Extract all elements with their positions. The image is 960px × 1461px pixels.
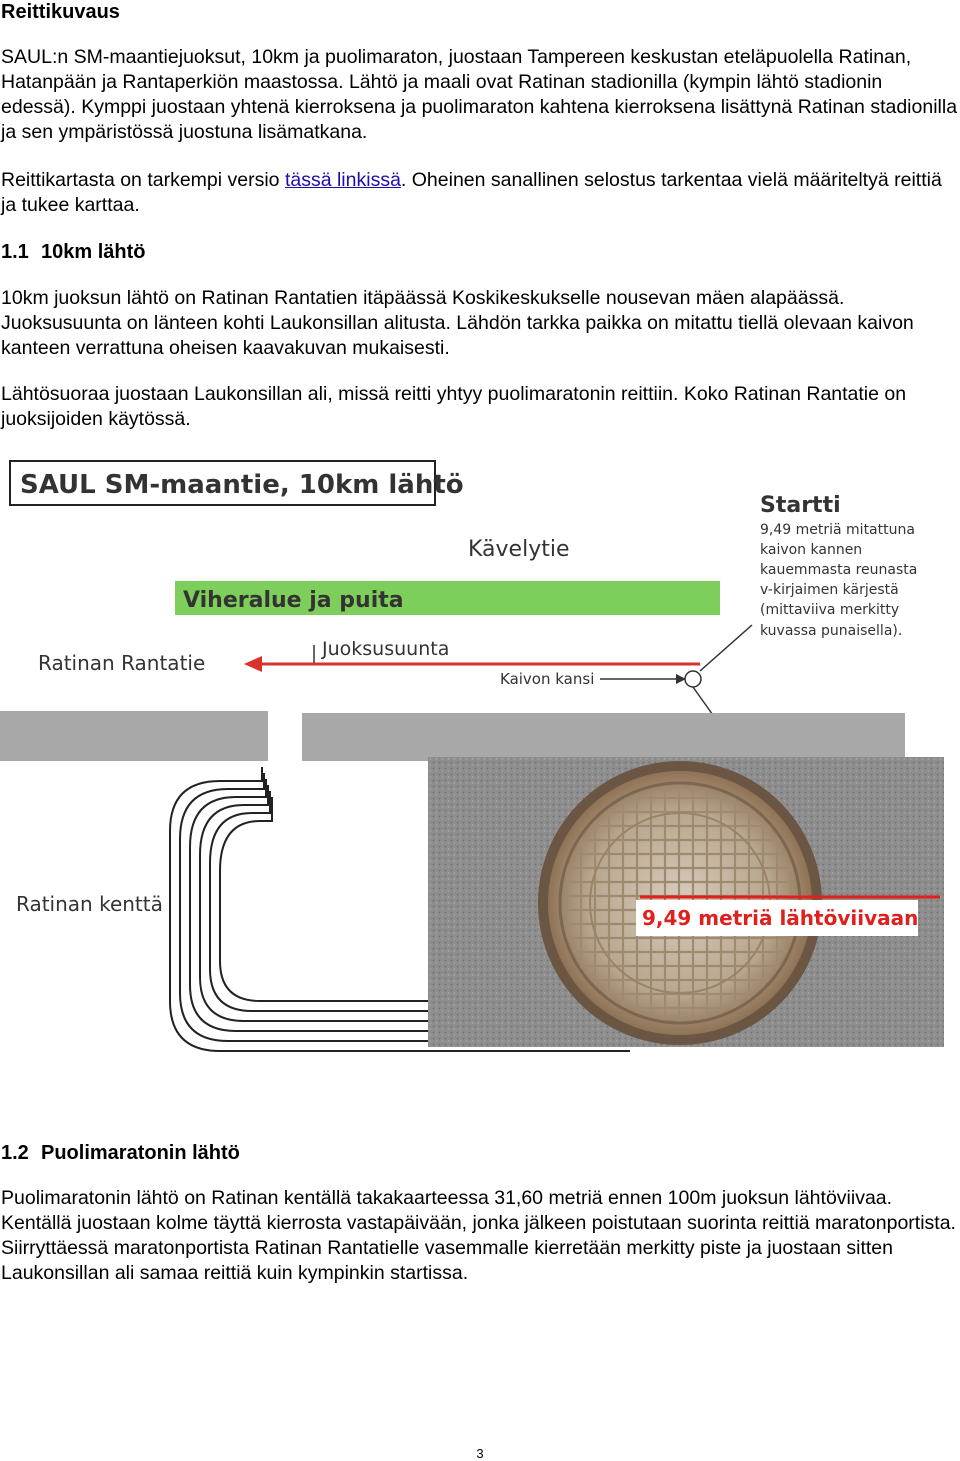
svg-text:v-kirjaimen kärjestä: v-kirjaimen kärjestä: [760, 582, 899, 598]
road-surface-left: [0, 711, 268, 761]
startti-description: [760, 522, 917, 639]
section-1-paragraph-2: Lähtösuoraa juostaan Laukonsillan ali, missä reitti yhtyy puolimaratonin reittiin. Koko Ratinan Rantatie on juoksijoiden käytössä.: [1, 383, 907, 430]
map-paragraph: [1, 168, 959, 218]
stadium-label: Ratinan kenttä: [16, 892, 163, 916]
svg-text:(mittaviiva merkitty: (mittaviiva merkitty: [760, 602, 900, 618]
intro-paragraph: SAUL:n SM-maantiejuoksut, 10km ja puolimaraton, juostaan Tampereen keskustan eteläpuolella Ratinan, Hatanpään ja Rantaperkiön maastossa. Lähtö ja maali ovat Ratinan stadionilla (kympin lähtö stadionin edessä). Kymppi juostaan yhtenä kierroksena ja puolimaraton kahtena kierroksena lisättynä Ratinan stadionilla ja sen ympäristössä juostuna lisämatkana.: [1, 46, 958, 143]
svg-text:9,49 metriä mitattuna: 9,49 metriä mitattuna: [760, 522, 915, 538]
figure-title: SAUL SM-maantie, 10km lähtö: [20, 470, 464, 500]
section-1-paragraph-1: 10km juoksun lähtö on Ratinan Rantatien itäpäässä Koskikeskukselle nousevan mäen alapäässä. Juoksusuunta on länteen kohti Laukonsillan alitusta. Lähdön tarkka paikka on mitattu tiellä olevaan kaivon kanteen verrattuna oheisen kaavakuvan mukaisesti.: [1, 287, 914, 359]
section-2-number: 1.2: [1, 1142, 29, 1164]
page-title: Reittikuvaus: [1, 1, 120, 23]
arrow-head: [244, 656, 262, 672]
svg-text:kaivon kannen: kaivon kannen: [760, 542, 863, 558]
manhole-marker: [685, 671, 701, 687]
section-2-title: Puolimaratonin lähtö: [41, 1142, 240, 1164]
section-2-paragraph: Puolimaratonin lähtö on Ratinan kentällä takakaarteessa 31,60 metriä ennen 100m juoksun lähtöviivaa. Kentällä juostaan kolme täyttä kierrosta vastapäivään, jonka jälkeen poistutaan suorinta reittiä maratonportista. Siirryttäessä maratonportista Ratinan Rantatielle vasemmalle kierretään merkitty piste ja juostaan sitten Laukonsillan ali samaa reittiä kuin kympinkin startissa.: [1, 1187, 956, 1284]
section-1-number: 1.1: [1, 241, 29, 263]
svg-text:kauemmasta reunasta: kauemmasta reunasta: [760, 562, 918, 578]
route-map-link[interactable]: tässä linkissä: [284, 169, 401, 191]
section-2-heading: [1, 1141, 240, 1165]
page-number: 3: [476, 1446, 484, 1461]
distance-label: 9,49 metriä lähtöviivaan: [642, 906, 919, 930]
map-paragraph-before: Reittikartasta on tarkempi versio: [1, 169, 285, 191]
running-direction-label: Juoksusuunta: [322, 638, 450, 660]
road-surface-right: [302, 713, 905, 761]
road-label: Ratinan Rantatie: [38, 651, 206, 675]
kavelytie-label: Kävelytie: [468, 537, 570, 562]
manhole-cover-label: Kaivon kansi: [500, 670, 595, 688]
start-diagram-figure: [0, 455, 960, 1075]
green-area-label: Viheralue ja puita: [183, 588, 404, 613]
startti-title: Startti: [760, 493, 841, 518]
section-1-heading: [1, 240, 145, 264]
map-paragraph-after: . Oheinen sanallinen selostus tarkentaa vielä määriteltyä reittiä ja tukee karttaa.: [1, 169, 942, 216]
section-1-title: 10km lähtö: [41, 241, 146, 263]
svg-text:kuvassa punaisella).: kuvassa punaisella).: [760, 623, 903, 639]
